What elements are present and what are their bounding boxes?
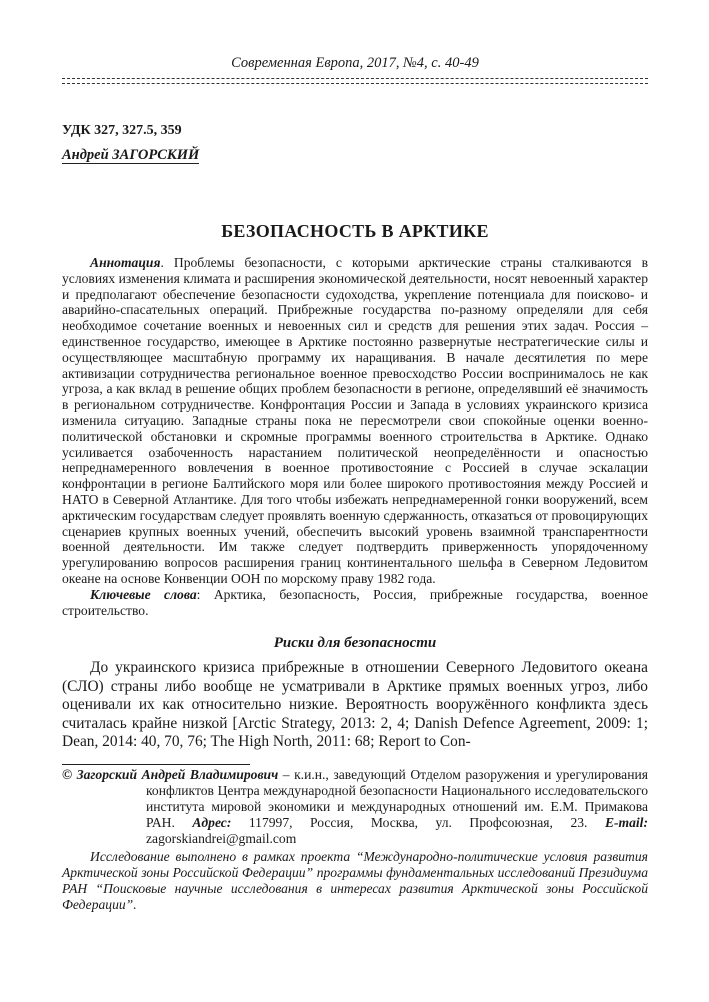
address-label: Адрес: xyxy=(192,814,232,830)
header-dashed-rule xyxy=(62,78,648,84)
author-footnote xyxy=(62,767,648,846)
abstract-paragraph xyxy=(62,255,648,587)
keywords-label: Ключевые слова xyxy=(90,586,197,602)
footnote-affiliation: – к.и.н., заведующий Отделом разоружения и урегулирования конфликтов Центра международной безопасности Национального исследовательского института мировой экономики и международных отношений им. Е.М. Примакова РАН. xyxy=(146,767,648,830)
article-page xyxy=(62,54,648,913)
footnote-author: Загорский Андрей Владимирович xyxy=(76,767,279,783)
article-title: БЕЗОПАСНОСТЬ В АРКТИКЕ xyxy=(221,221,489,241)
author-name: Андрей ЗАГОРСКИЙ xyxy=(62,147,200,163)
running-header: Современная Европа, 2017, №4, с. 40-49 xyxy=(231,55,479,71)
author-line xyxy=(62,146,648,164)
udc-code: УДК 327, 327.5, 359 xyxy=(62,123,182,138)
grant-note: Исследование выполнено в рамках проекта “Международно-политические условия развития Арктической зоны Российской Федерации” программы фундаментальных исследований Президиума РАН “Поисковые научные исследования в интересах развития Арктической зоны Российской Федерации”. xyxy=(62,849,648,912)
body-paragraph: До украинского кризиса прибрежные в отношении Северного Ледовитого океана (СЛО) страны либо вообще не усматривали в Арктике прямых военных угроз, либо оценивали их как относительно низкие. Вероятность вооружённого конфликта здесь считалась крайне низкой [Arctic Strategy, 2013: 2, 4; Danish Defence Agreement, 2009: 1; Dean, 2014: 40, 70, 76; The High North, 2011: 68; Report to Con- xyxy=(62,659,648,750)
footnote-rule xyxy=(62,764,250,765)
keywords-paragraph xyxy=(62,587,648,619)
abstract-text: . Проблемы безопасности, с которыми арктические страны сталкиваются в условиях изменения климата и расширения экономической деятельности, носят невоенный характер и предполагают обеспечение безопасности судоходства, укрепление потенциала для поисково- и аварийно-спасательных операций. Прибрежные государства по-разному определяли для себя необходимое сочетание военных и невоенных сил и средств для решения этих задач. Россия – единственное государство, имеющее в Арктике постоянно развернутые нестратегические силы и осуществляющее масштабную программу их наращивания. В начале десятилетия по мере активизации сотрудничества региональное военное превосходство России воспринималось не как угроза, а как вклад в решение общих проблем безопасности в регионе, определявший её значимость в региональном сотрудничестве. Конфронтация России и Запада в условиях украинского кризиса изменила ситуацию. Западные страны пока не пересмотрели свои спокойные оценки военно-политической обстановки и скромные программы военного строительства в Арктике. Однако усиливается озабоченность нарастанием политической неопределённости и опасностью непреднамеренного вовлечения в военное противостояние с Россией в случае эскалации конфронтации в регионе Балтийского моря или более широкого противостояния между Россией и НАТО в Северной Атлантике. Для того чтобы избежать непреднамеренной гонки вооружений, всем арктическим государствам следует проявлять военную сдержанность, отказаться от провоцирующих сценариев крупных военных учений, обеспечить высокий уровень взаимной транспарентности военной деятельности. Им также следует подтвердить приверженность упорядоченному урегулированию вопросов расширения границ континентального шельфа в Северном Ледовитом океане на основе Конвенции ООН по морскому праву 1982 года. xyxy=(62,255,648,586)
abstract-label: Аннотация xyxy=(90,255,161,270)
email-label: E-mail: xyxy=(604,814,648,830)
email-address[interactable]: zagorskiandrei@gmail.com xyxy=(146,830,297,846)
address-text: 117997, Россия, Москва, ул. Профсоюзная, 23. xyxy=(231,814,588,830)
keywords-text: : Арктика, безопасность, Россия, прибрежные государства, военное строительство. xyxy=(62,586,648,618)
abstract xyxy=(62,255,648,618)
copyright-sign: © xyxy=(62,767,73,783)
section-heading: Риски для безопасности xyxy=(273,635,437,652)
